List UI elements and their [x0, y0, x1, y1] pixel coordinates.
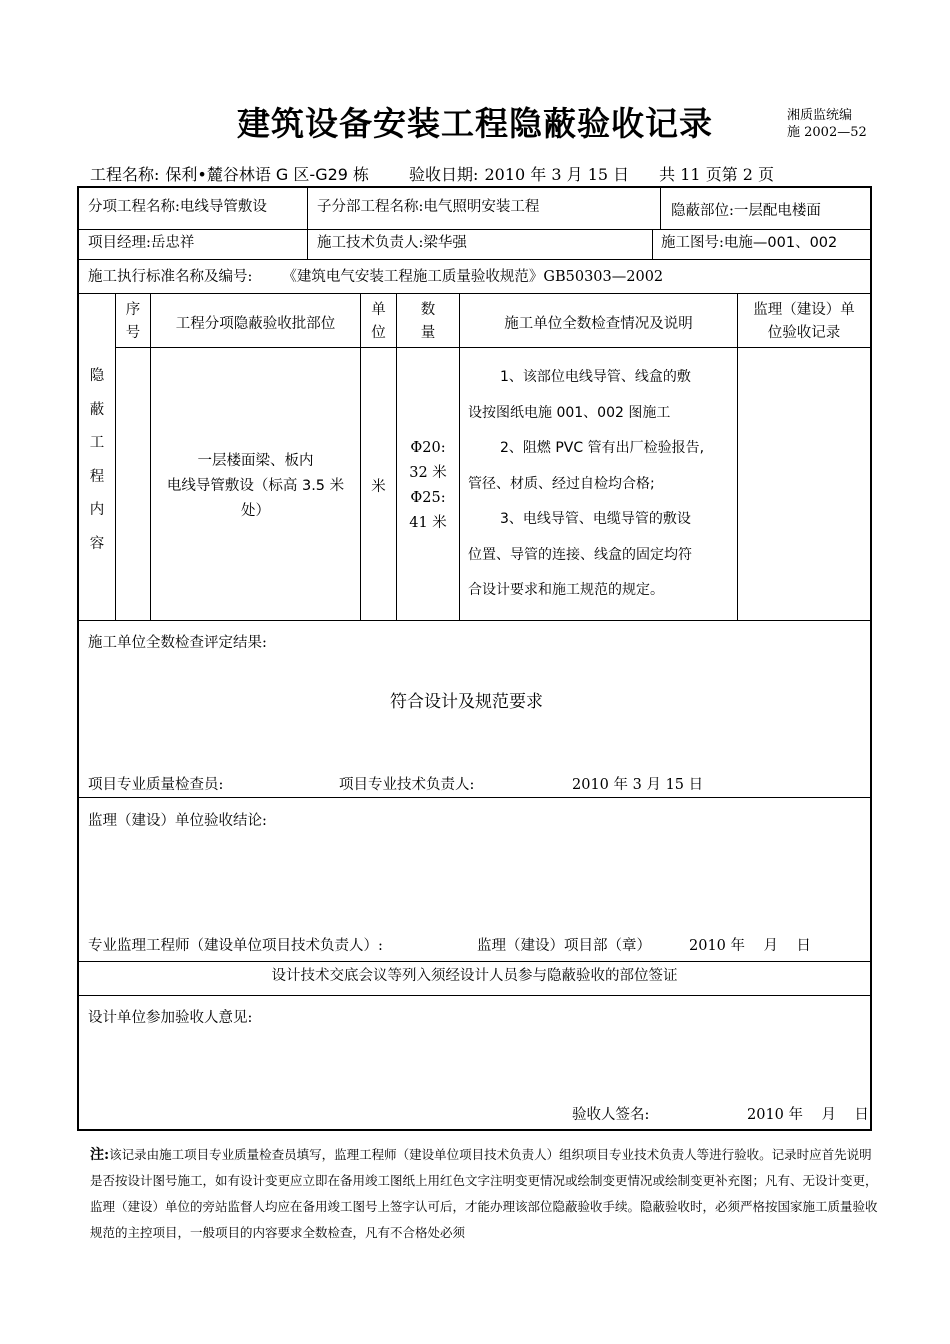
quality-inspector: 项目专业质量检查员:: [88, 777, 224, 793]
col-supervise-line: 位验收记录: [767, 325, 841, 341]
sub-division-label: 子分部工程名称:: [317, 199, 424, 215]
page-title: 建筑设备安装工程隐蔽验收记录: [237, 104, 713, 143]
evaluation-date: 2010 年 3 月 15 日: [572, 777, 704, 793]
side-char: 内: [89, 502, 105, 518]
col-unit-line: 位: [371, 325, 386, 341]
side-char: 蔽: [89, 401, 105, 418]
standard-label: 施工执行标准名称及编号:: [88, 269, 253, 285]
check-line: 1、该部位电线导管、线盒的敷: [500, 369, 691, 385]
form-code: [787, 107, 867, 141]
part-line: 处）: [241, 503, 270, 519]
design-date: 2010 年 月 日: [747, 1107, 869, 1123]
col-unit-line: 单: [371, 302, 386, 318]
date-label: 验收日期:: [409, 165, 479, 184]
col-qty-line: 数: [420, 302, 436, 318]
col-qty-line: 量: [420, 325, 436, 341]
col-check-header: 施工单位全数检查情况及说明: [504, 316, 693, 332]
side-char: 工: [89, 435, 105, 451]
supervision-date: 2010 年 月 日: [689, 938, 811, 954]
check-line: 管径、材质、经过自检均合格;: [468, 475, 655, 492]
qty-value: [397, 436, 459, 536]
tech-field: [317, 231, 467, 252]
sub-item-field: [88, 195, 267, 216]
date-value: 2010 年 3 月 15 日: [484, 165, 630, 184]
supervision-label: 监理（建设）单位验收结论:: [88, 813, 267, 829]
col-supervise-header: [738, 299, 870, 345]
col-seq-header: [116, 299, 150, 345]
col-seq-line: 号: [125, 325, 141, 341]
project-tech-head: 项目专业技术负责人:: [339, 777, 475, 793]
form-table: [77, 186, 872, 1131]
qty-line: Φ20:: [410, 440, 446, 456]
manager-field: [88, 231, 194, 252]
drawing-field: [661, 231, 837, 252]
manager-value: 岳忠祥: [150, 235, 195, 251]
footnote-prefix: 注:: [90, 1147, 110, 1163]
location-field: [671, 199, 821, 220]
sub-division-field: [317, 195, 539, 216]
sub-item-label: 分项工程名称:: [88, 199, 180, 215]
qty-line: 32 米: [409, 465, 447, 481]
tech-value: 梁华强: [423, 235, 467, 251]
supervision-engineer: 专业监理工程师（建设单位项目技术负责人）:: [88, 938, 383, 954]
col-seq-line: 序: [125, 302, 141, 318]
check-line: 位置、导管的连接、线盒的固定均符: [468, 546, 692, 563]
form-code-line2: 施 2002—52: [787, 125, 867, 140]
col-unit-header: [361, 299, 396, 345]
project-info-line: [90, 162, 774, 185]
page-count: 共 11 页第 2 页: [659, 165, 775, 184]
sub-item-value: 电线导管敷设: [179, 199, 267, 215]
col-qty-header: [397, 299, 459, 345]
design-label: 设计单位参加验收人意见:: [88, 1010, 253, 1026]
supervision-dept: 监理（建设）项目部（章）: [477, 938, 651, 954]
unit-value: 米: [371, 479, 386, 495]
manager-label: 项目经理:: [88, 235, 151, 251]
side-char: 隐: [89, 368, 105, 384]
form-code-line1: 湘质监统编: [787, 108, 853, 123]
col-part-header: 工程分项隐蔽验收批部位: [175, 316, 336, 332]
side-char: 容: [89, 535, 105, 552]
side-char: 程: [89, 468, 105, 485]
check-line: 合设计要求和施工规范的规定。: [468, 582, 664, 598]
part-line: 一层楼面梁、板内: [197, 453, 314, 469]
qty-line: 41 米: [409, 515, 447, 531]
project-name: 保利•麓谷林语 G 区-G29 栋: [165, 165, 370, 184]
tech-label: 施工技术负责人:: [317, 235, 424, 251]
location-label: 隐蔽部位:: [671, 203, 734, 219]
col-supervise-line: 监理（建设）单: [753, 302, 855, 318]
check-description: [468, 360, 736, 609]
footnote: [90, 1142, 880, 1246]
check-line: 设按图纸电施 001、002 图施工: [468, 404, 671, 421]
part-description: [151, 449, 360, 524]
drawing-label: 施工图号:: [661, 235, 724, 251]
check-line: 2、阻燃 PVC 管有出厂检验报告,: [500, 440, 705, 456]
drawing-value: 电施—001、002: [723, 235, 838, 251]
check-line: 3、电线导管、电缆导管的敷设: [500, 511, 691, 527]
footnote-text: 该记录由施工项目专业质量检查员填写，监理工程师（建设单位项目技术负责人）组织项目专业技术负责人等进行验收。记录时应首先说明是否按设计图号施工，如有设计变更应立即在备用竣工图纸上用红色文字注明变更情况或绘制变更情况或绘制变更补充图；凡有、无设计变更，监理（建设）单位的旁站监督人均应在备用竣工图号上签字认可后，才能办理该部位隐蔽验收手续。隐蔽验收时，必须严格按国家施工质量验收规范的主控项目，一般项目的内容要求全数检查，凡有不合格处必须: [90, 1147, 878, 1240]
sub-division-value: 电气照明安装工程: [423, 199, 540, 215]
location-value: 一层配电楼面: [733, 203, 821, 219]
part-line: 电线导管敷设（标高 3.5 米: [166, 478, 345, 494]
hidden-work-side-label: [79, 360, 115, 561]
project-label: 工程名称:: [90, 165, 160, 184]
design-signer: 验收人签名:: [572, 1107, 650, 1123]
evaluation-result: 符合设计及规范要求: [390, 692, 543, 712]
evaluation-label: 施工单位全数检查评定结果:: [88, 635, 267, 651]
design-notice: 设计技术交底会议等列入须经设计人员参与隐蔽验收的部位签证: [271, 968, 678, 984]
qty-line: Φ25:: [410, 490, 446, 506]
standard-field: [88, 265, 663, 286]
standard-value: 《建筑电气安装工程施工质量验收规范》GB50303—2002: [282, 269, 664, 285]
